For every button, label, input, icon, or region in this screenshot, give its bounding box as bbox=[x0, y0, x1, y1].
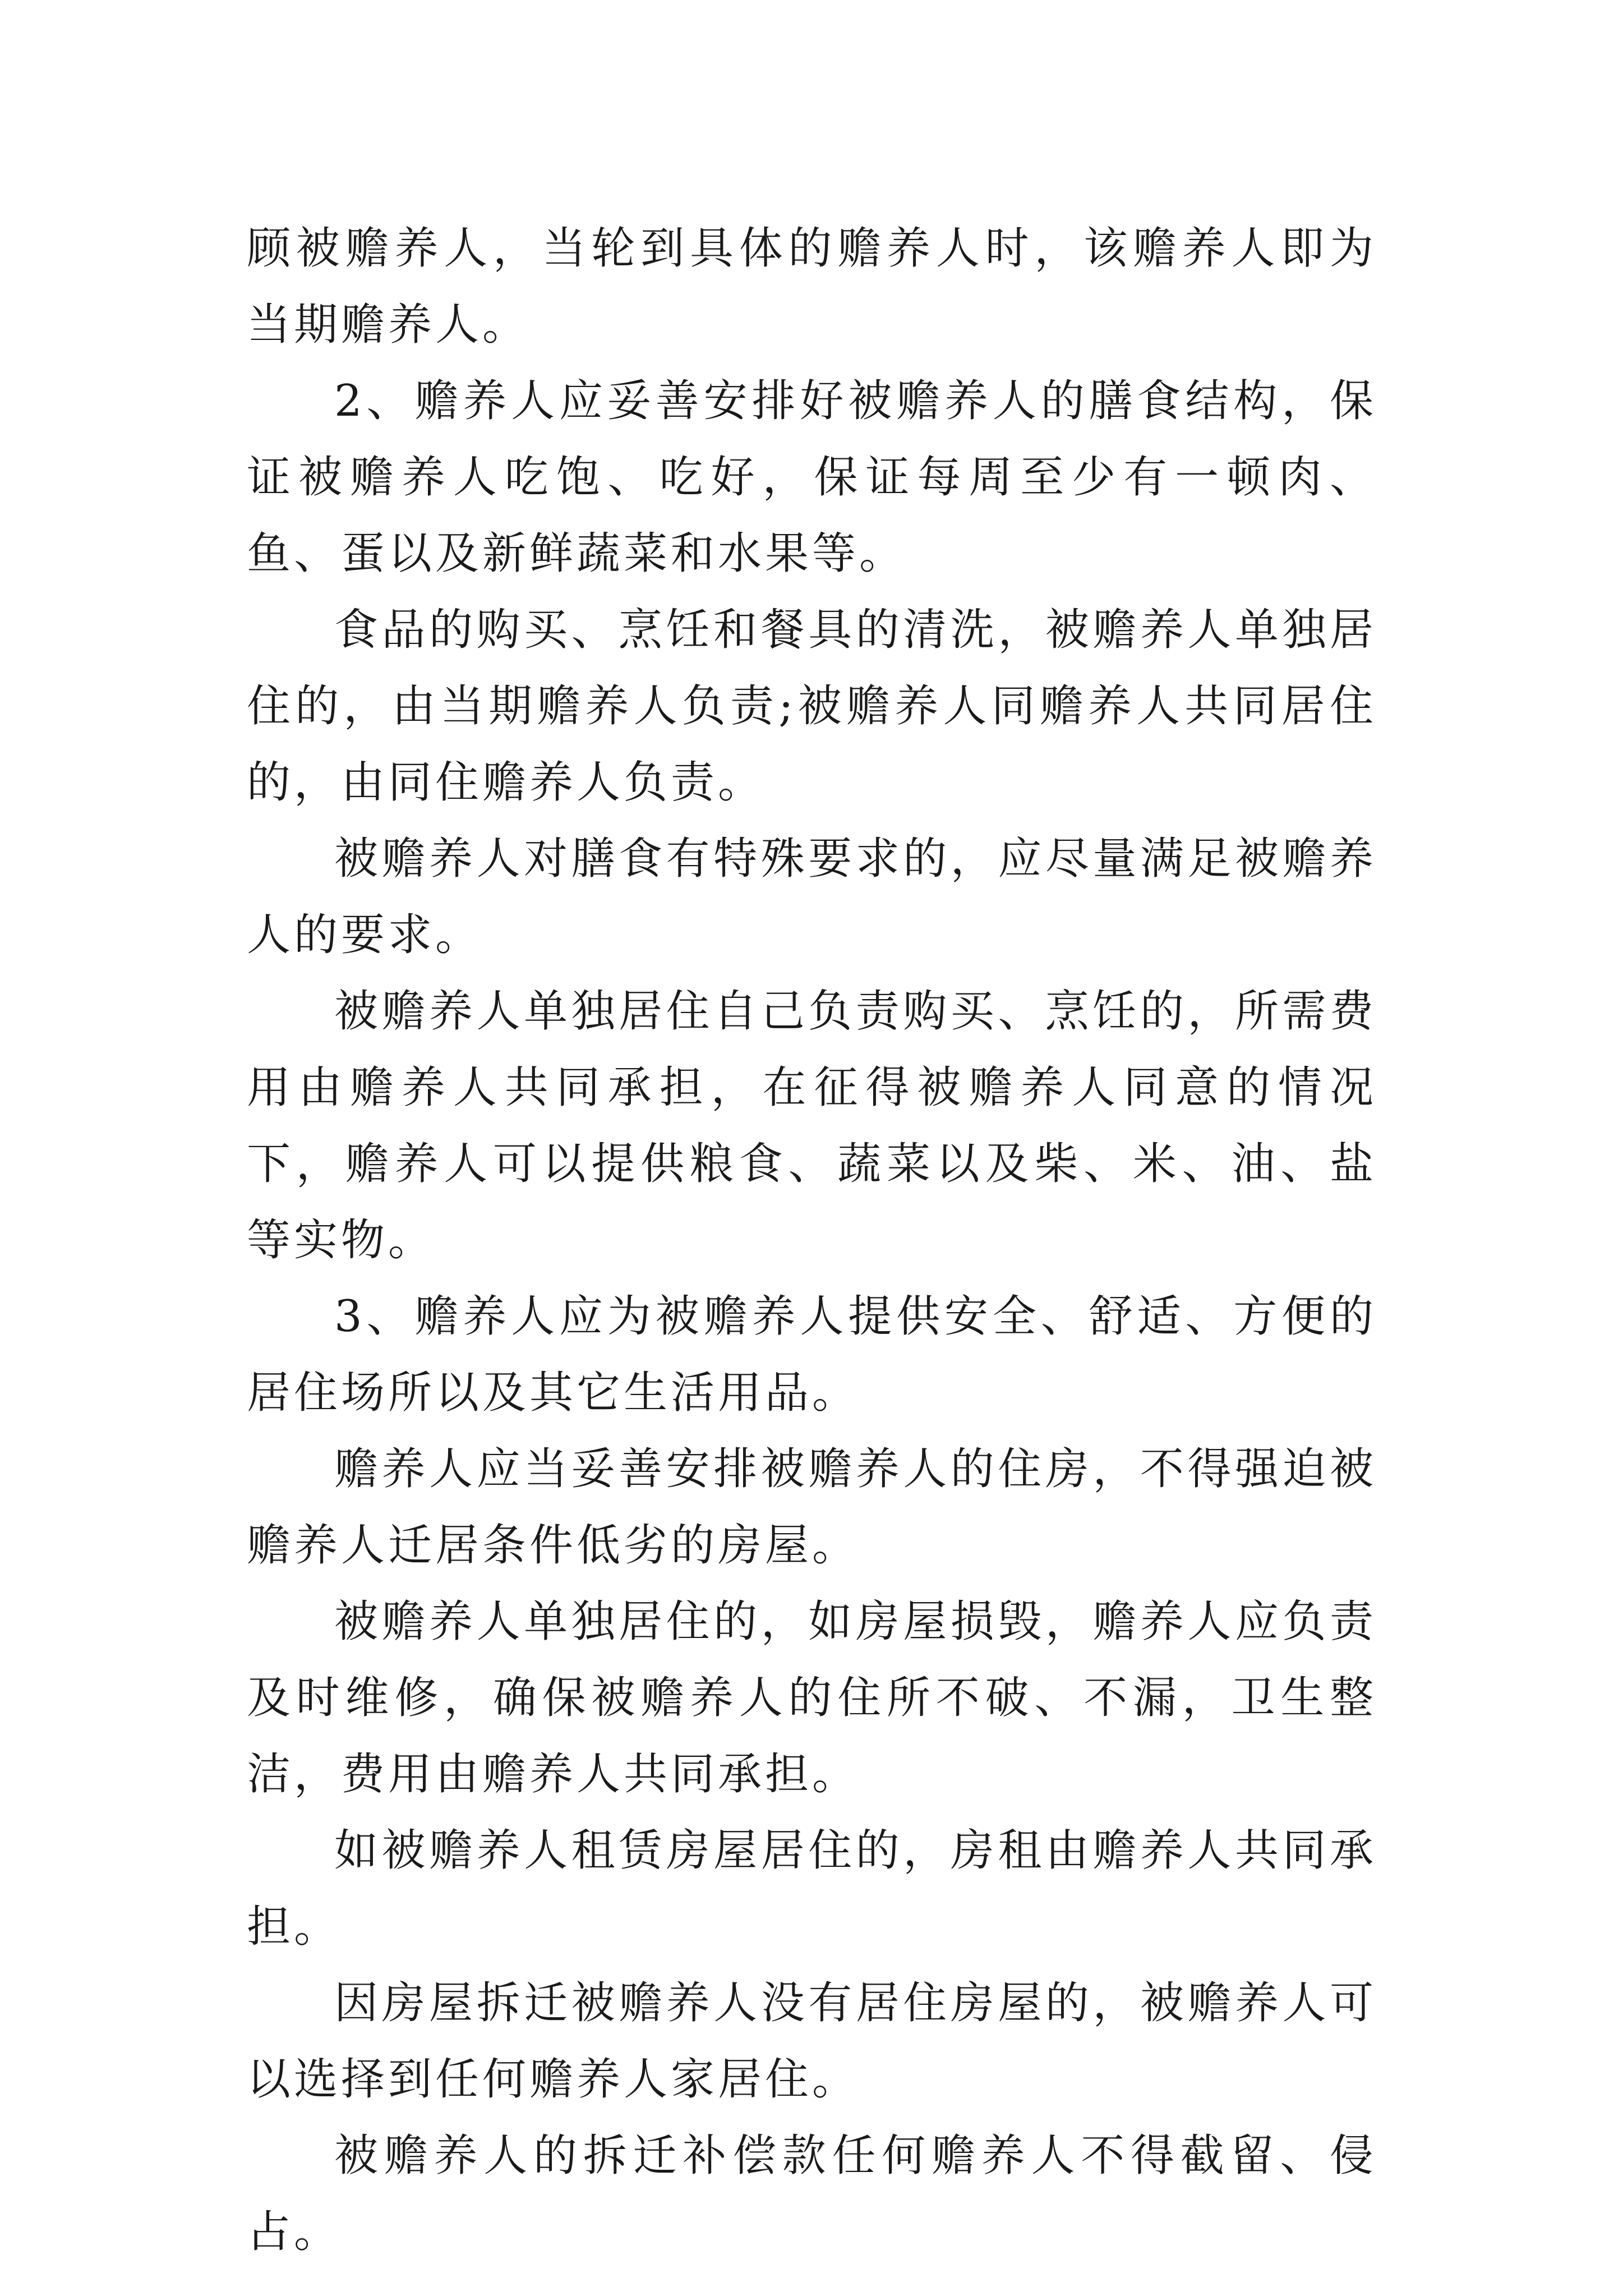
paragraph-meal-arrangement: 2、赡养人应妥善安排好被赡养人的膳食结构，保证被赡养人吃饱、吃好，保证每周至少有一顿肉、鱼、蛋以及新鲜蔬菜和水果等。 bbox=[247, 376, 1377, 579]
paragraph-food-purchase: 食品的购买、烹饪和餐具的清洗，被赡养人单独居住的，由当期赡养人负责;被赡养人同赡养人共同居住的，由同住赡养人负责。 bbox=[247, 605, 1377, 808]
document-body bbox=[247, 210, 1377, 2270]
paragraph-cooking-costs: 被赡养人单独居住自己负责购买、烹饪的，所需费用由赡养人共同承担，在征得被赡养人同意的情况下，赡养人可以提供粮食、蔬菜以及柴、米、油、盐等实物。 bbox=[247, 986, 1377, 1266]
paragraph-compensation: 被赡养人的拆迁补偿款任何赡养人不得截留、侵占。 bbox=[247, 2131, 1377, 2257]
paragraph-continuation: 顾被赡养人，当轮到具体的赡养人时，该赡养人即为当期赡养人。 bbox=[247, 223, 1377, 350]
paragraph-demolition: 因房屋拆迁被赡养人没有居住房屋的，被赡养人可以选择到任何赡养人家居住。 bbox=[247, 1978, 1377, 2105]
paragraph-housing-arrangement: 赡养人应当妥善安排被赡养人的住房，不得强迫被赡养人迁居条件低劣的房屋。 bbox=[247, 1444, 1377, 1571]
paragraph-residence: 3、赡养人应为被赡养人提供安全、舒适、方便的居住场所以及其它生活用品。 bbox=[247, 1291, 1377, 1418]
paragraph-special-diet: 被赡养人对膳食有特殊要求的，应尽量满足被赡养人的要求。 bbox=[247, 834, 1377, 960]
paragraph-house-repair: 被赡养人单独居住的，如房屋损毁，赡养人应负责及时维修，确保被赡养人的住所不破、不漏，卫生整洁，费用由赡养人共同承担。 bbox=[247, 1596, 1377, 1800]
paragraph-rent: 如被赡养人租赁房屋居住的，房租由赡养人共同承担。 bbox=[247, 1825, 1377, 1952]
